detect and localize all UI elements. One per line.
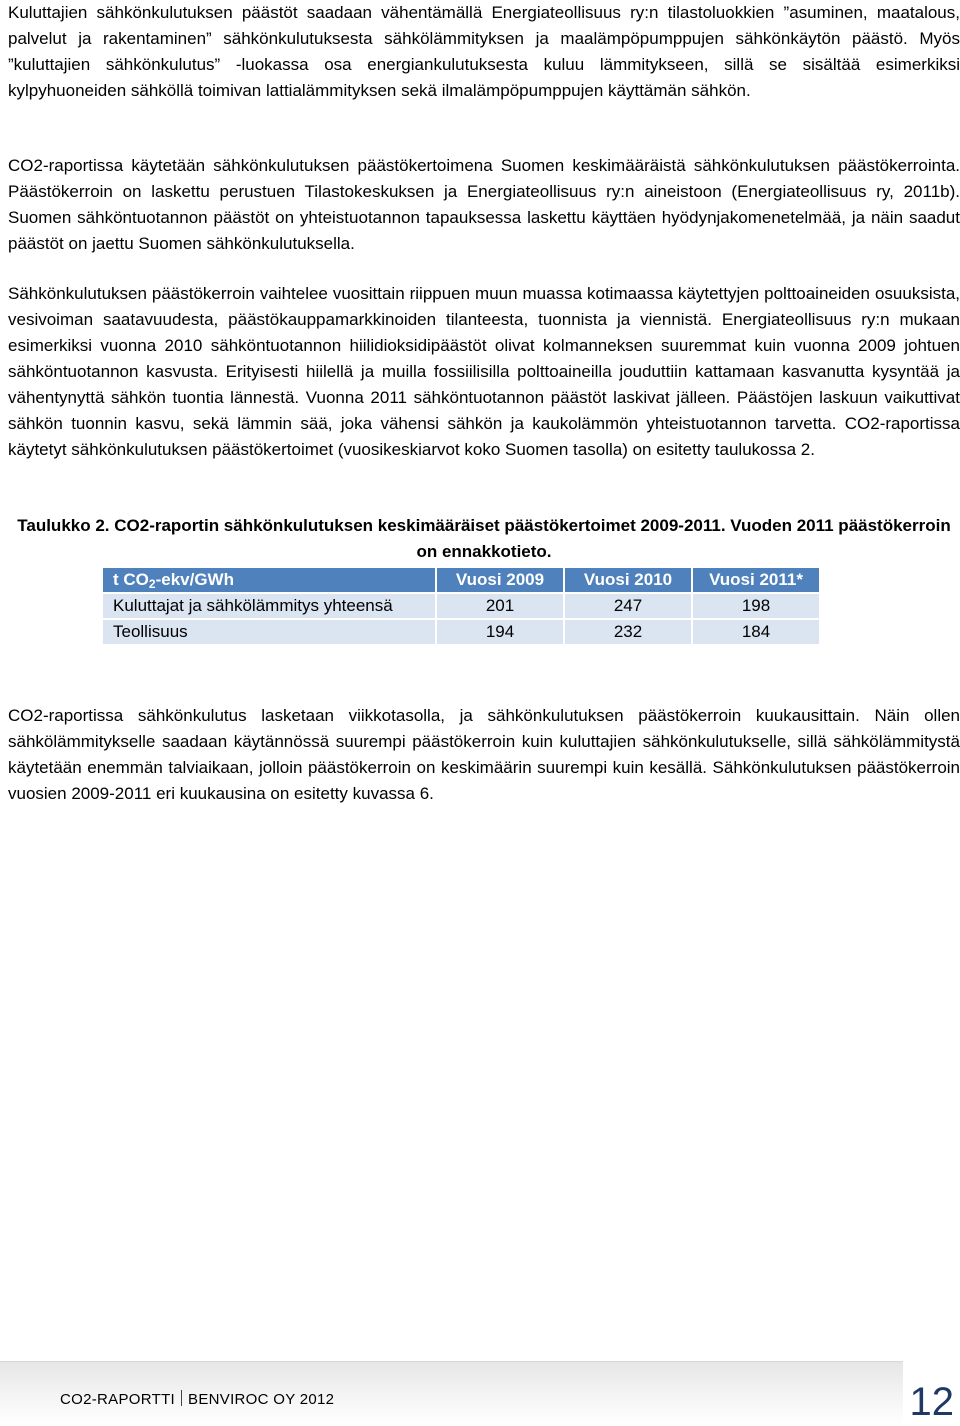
table-row (103, 594, 819, 618)
unit-prefix: t CO (113, 569, 149, 589)
cell-value: 198 (693, 594, 819, 618)
paragraph-emission-factor: CO2-raportissa käytetään sähkönkulutuksen päästökertoimena Suomen keskimääräistä sähkönkulutuksen päästökerrointa. Päästökerroin on laskettu perustuen Tilastokeskuksen ja Energiateollisuus ry:n aineistoon (Energiateollisuus ry, 2011b). Suomen sähköntuotannon päästöt on yhteistuotannon tapauksessa laskettu käyttäen hyödynjakomenetelmää, ja näin saadut päästöt on jaettu Suomen sähkönkulutuksella. (8, 156, 960, 253)
footer-separator (181, 1390, 182, 1406)
unit-header (103, 568, 435, 592)
paragraph-consumer-emissions: Kuluttajien sähkönkulutuksen päästöt saadaan vähentämällä Energiateollisuus ry:n tilastoluokkien ”asuminen, maatalous, palvelut ja rakentaminen” sähkönkulutuksesta sähkölämmityksen ja maalämpöpumppujen sähkönkäytön päästö. Myös ”kuluttajien sähkönkulutus” -luokassa osa energiankulutuksesta kuluu lämmitykseen, sillä se sisältää esimerkiksi kylpyhuoneiden sähköllä toimivan lattialämmityksen sekä ilmalämpöpumppujen käyttämän sähkön. (8, 3, 960, 100)
unit-suffix: -ekv/GWh (155, 569, 234, 589)
table-caption: Taulukko 2. CO2-raportin sähkönkulutuksen keskimääräiset päästökertoimet 2009-2011. Vuoden 2011 päästökerroin on ennakkotieto. (17, 516, 951, 561)
header-year-2009: Vuosi 2009 (437, 568, 563, 592)
header-year-2010: Vuosi 2010 (565, 568, 691, 592)
cell-value: 247 (565, 594, 691, 618)
cell-value: 194 (437, 620, 563, 644)
page-number: 12 (909, 1380, 954, 1424)
footer-report-name: CO2-RAPORTTI (60, 1391, 176, 1408)
table-header-row (103, 568, 819, 592)
footer-text (60, 1390, 334, 1408)
emission-factor-table (101, 566, 821, 646)
cell-value: 201 (437, 594, 563, 618)
paragraph-weekly-calculation: CO2-raportissa sähkönkulutus lasketaan viikkotasolla, ja sähkönkulutuksen päästökerroin kuukausittain. Näin ollen sähkölämmitykselle saadaan käytännössä suurempi päästökerroin kuin kuluttajien sähkönkulutukselle, sillä sähkölämmitystä käytetään enemmän talviaikaan, jolloin päästökerroin on keskimäärin suurempi kuin kesällä. Sähkönkulutuksen päästökerroin vuosien 2009-2011 eri kuukausina on esitetty kuvassa 6. (8, 706, 960, 803)
unit-subscript: 2 (148, 576, 156, 591)
cell-value: 232 (565, 620, 691, 644)
paragraph-factor-variation: Sähkönkulutuksen päästökerroin vaihtelee vuosittain riippuen muun muassa kotimaassa käytettyjen polttoaineiden osuuksista, vesivoiman saatavuudesta, päästökauppamarkkinoiden tilanteesta, tuonnista ja viennistä. Energiateollisuus ry:n mukaan esimerkiksi vuonna 2010 sähköntuotannon hiilidioksidipäästöt olivat kolmanneksen suuremmat kuin vuonna 2009 johtuen sähköntuotannon kasvusta. Erityisesti hiilellä ja muilla fossiilisilla polttoaineilla jouduttiin kattamaan kasvanutta kysyntää ja vähentynyttä sähkön tuontia lännestä. Vuonna 2011 sähköntuotannon päästöt laskivat jälleen. Päästöjen laskuun vaikuttivat sähkön tuonnin kasvu, sekä lämmin sää, joka vähensi sähkön ja kaukolämmön yhteistuotannon tarvetta. CO2-raportissa käytetyt sähkönkulutuksen päästökertoimet (vuosikeskiarvot koko Suomen tasolla) on esitetty taulukossa 2. (8, 284, 960, 459)
row-label: Teollisuus (103, 620, 435, 644)
row-label: Kuluttajat ja sähkölämmitys yhteensä (103, 594, 435, 618)
footer-company: BENVIROC OY 2012 (188, 1391, 335, 1408)
cell-value: 184 (693, 620, 819, 644)
table-row (103, 620, 819, 644)
header-year-2011: Vuosi 2011* (693, 568, 819, 592)
